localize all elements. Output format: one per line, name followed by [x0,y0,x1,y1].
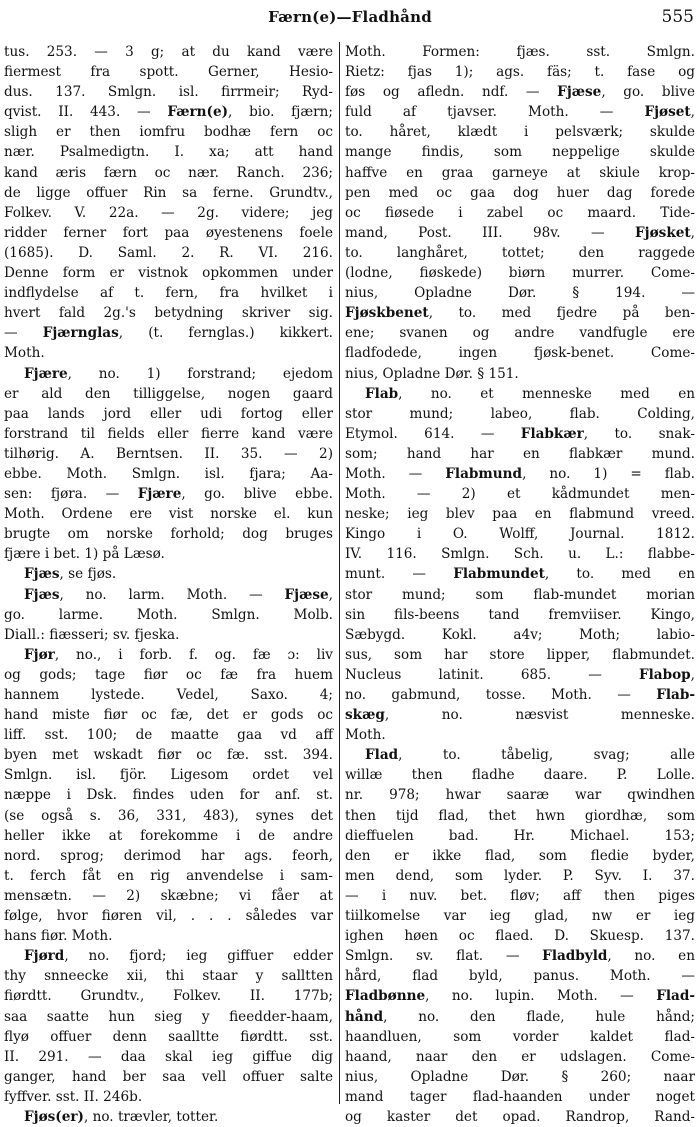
page-header [0,0,700,36]
text-line: Smlgn. isl. fjör. Ligesom ordet vel [4,767,333,784]
text-line: no. gabmund, tosse. Moth. — Flab- [345,687,695,703]
text-line: stor mund; labeo, flab. Colding, [345,405,695,422]
text-line: Sæbygd. Kokl. a4v; Moth; labio- [345,626,695,643]
text-line: er ald den tilliggelse, nogen gaard [4,385,333,402]
text-line: Kingo i O. Wolff, Journal. 1812. [345,526,695,543]
right-column [345,42,695,1125]
text-line: — Fjærnglas, (t. fernglas.) kikkert. [4,325,334,342]
text-line: men dend, som lyder. P. Syv. I. 37. [345,867,695,884]
text-line: Fjære, no. 1) forstrand; ejedom [24,365,333,382]
column-divider [339,42,340,1104]
text-line: mensætn. — 2) skæbne; vi fåer at [4,887,333,904]
text-line: ene; svanen og andre vandfugle ere [345,325,695,342]
text-line: II. 291. — daa skal ieg giffue dig [4,1048,333,1065]
page-number: 555 [661,7,694,27]
text-line: Fjøs(er), no. trævler, totter. [24,1108,219,1125]
text-line: Fjør, no., i forb. f. og. fæ ɔ: liv [24,646,333,663]
text-line: — i nuv. bet. fløv; aff then piges [345,887,695,904]
text-line: Fjæs, se fjøs. [24,566,117,583]
text-line: Fjøskbenet, to. med fjedre på ben- [345,305,695,322]
text-line: de ligge offuer Rin sa ferne. Grundtv., [4,184,333,201]
text-line: Flad, to. tåbelig, svag; alle [365,747,695,764]
text-line: go. larme. Moth. Smlgn. Molb. [4,606,333,623]
text-line: liff. sst. 100; de maatte gaa vd aff [4,727,333,744]
text-line: kand æris færn oc nær. Ranch. 236; [4,164,333,181]
text-line: den er ikke flad, som fledie byder, [345,847,695,864]
text-line: Moth. [4,345,45,362]
text-line: tilhørig. A. Berntsen. II. 35. — 2) [4,445,333,462]
text-line: dieffuelen bad. Hr. Michael. 153; [345,827,695,844]
text-line: Fjæs, no. larm. Moth. — Fjæse, [24,586,333,603]
text-line: saa saatte hun sieg y fieedder-haam, [4,1008,333,1025]
text-line: nær. Psalmedigtn. I. xa; att hand [4,144,333,161]
text-line: Nucleus latinit. 685. — Flabop, [345,666,695,683]
text-line: ridder ferner fort paa øyestenens foele [4,224,333,241]
text-line: (se også s. 36, 331, 483), synes det [4,807,333,824]
running-title: Færn(e)—Fladhånd [268,8,432,26]
text-line: fiermest fra spott. Gerner, Hesio- [4,64,333,81]
text-line: Moth. [345,727,386,744]
text-line: fiørdtt. Grundtv., Folkev. II. 177b; [4,988,333,1005]
text-line: ganger, hand ber saa vell offuer salte [4,1068,333,1085]
text-line: sen: fjøra. — Fjære, go. blive ebbe. [4,486,333,503]
text-line: nius, Opladne Dør. § 260; naar [345,1068,695,1085]
text-line: paa lands jord eller udi fortog eller [4,405,333,422]
text-line: t. ferch fåt en rig anvendelse i sam- [4,867,333,884]
text-line: brugte om norske forhold; dog bruges [4,526,333,543]
text-line: næppe i Dsk. findes uden for anf. st. [4,787,333,804]
text-line: indflydelse af t. fern, fra hvilket i [4,285,333,302]
text-line: hånd, no. den flade, hule hånd; [345,1008,695,1025]
text-line: Flab, no. et menneske med en [365,385,695,402]
text-line: Fjørd, no. fjord; ieg giffuer edder [24,948,333,965]
text-line: og kaster det opad. Randrop, Rand- [345,1108,695,1125]
text-line: haandluen, som vorder kaldet flad- [345,1028,695,1045]
text-line: Moth. — Flabmund, no. 1) = flab. [345,465,695,482]
text-line: nius, Opladne Dør. § 151. [345,365,519,382]
text-line: hand miste fiør oc fæ, det er gods oc [4,707,333,724]
text-line: to. langhåret, tottet; den raggede [345,244,695,261]
text-line: tiilkomelse var ieg glad, nw er ieg [345,908,695,925]
text-line: (1685). D. Saml. 2. R. VI. 216. [4,244,333,261]
text-line: oc fiøsede i zabel oc maard. Tide- [345,204,695,221]
text-line: følge, hvor fiøren vil, . . . således var [4,908,333,925]
text-line: hans fiør. Moth. [4,928,113,945]
text-line: nord. sprog; derimod har ags. feorh, [4,847,333,864]
text-line: IV. 116. Smlgn. Sch. u. L.: flabbe- [345,546,695,563]
text-line: nr. 978; hwar saaræ war qwindhen [345,787,695,804]
text-line: sin fils-beens tand fremviiser. Kingo, [345,606,695,623]
text-line: Moth. Formen: fjæs. sst. Smlgn. [345,44,695,60]
text-line: Rietz: fjas 1); ags. fäs; t. fase og [345,64,695,81]
text-line: Folkev. V. 22a. — 2g. videre; jeg [4,204,333,221]
text-line: Moth. Ordene ere vist norske el. kun [4,506,333,523]
text-line: Diall.: fiæsseri; sv. fjeska. [4,626,180,643]
text-line: willæ then fladhe daare. P. Lolle. [345,767,695,784]
text-line: skæg, no. næsvist menneske. [345,707,695,724]
text-line: hård, flad byld, panus. Moth. — [345,968,695,985]
text-line: fyffver. sst. II. 246b. [4,1088,143,1105]
left-column [4,42,334,1125]
text-line: hannem lystede. Vedel, Saxo. 4; [4,687,333,703]
text-line: Smlgn. sv. flat. — Fladbyld, no. en [345,948,695,965]
text-line: haand, naar den er udslagen. Come- [345,1048,695,1065]
text-line: byen met wskadt fiør oc fæ. sst. 394. [4,747,333,764]
text-line: og gods; tage fiør oc fæ fra huem [4,666,333,683]
text-line: then tijd flad, thet hwn giordhæ, som [345,807,695,824]
text-line: pen med oc gaa dog huer dag forede [345,184,695,201]
text-line: ighen høen oc flaed. D. Skuesp. 137. [345,928,695,945]
text-line: fladfodede, ingen fjøsk-benet. Come- [345,345,695,362]
text-line: Denne form er vistnok opkommen under [4,265,333,282]
text-line: (lodne, fiøskede) biørn murrer. Come- [345,265,695,282]
text-line: mange findis, som neppelige skulde [345,144,695,161]
text-line: Etymol. 614. — Flabkær, to. snak- [345,425,695,442]
text-line: stor mund; som flab-mundet morian [345,586,695,603]
text-line: fjære i bet. 1) på Læsø. [4,546,165,563]
text-line: mand, Post. III. 98v. — Fjøsket, [345,224,695,241]
text-line: flyø offuer denn saalltte fiørdtt. sst. [4,1028,333,1045]
text-line: sligh er then iomfru bodhæ fern oc [4,124,333,141]
text-line: qvist. II. 443. — Færn(e), bio. fjærn; [4,104,333,121]
text-line: hvert fald 2g.'s betydning skriver sig. [4,305,333,322]
text-line: fuld af tjavser. Moth. — Fjøset, [345,104,695,121]
text-line: ebbe. Moth. Smlgn. isl. fjara; Aa- [4,465,333,482]
text-line: dus. 137. Smlgn. isl. firrmeir; Ryd- [4,84,333,101]
text-line: to. håret, klædt i pelsværk; skulde [345,124,695,141]
text-line: forstrand til fields eller fierre kand være [4,425,333,442]
text-line: tus. 253. — 3 g; at du kand være [4,44,333,60]
text-line: thy snneecke xii, thi staar y salltten [4,968,333,985]
text-line: som; hand har en flabkær mund. [345,445,695,462]
text-line: mand tager flad-haanden under noget [345,1088,695,1105]
text-line: Moth. — 2) et kådmundet men- [345,486,695,503]
text-line: føs og afledn. ndf. — Fjæse, go. blive [345,84,695,101]
text-line: nius, Opladne Dør. § 194. — [345,285,695,302]
text-line: munt. — Flabmundet, to. med en [345,566,695,583]
text-line: neske; ieg blev paa en flabmund vreed. [345,506,695,523]
text-line: Fladbønne, no. lupin. Moth. — Flad- [345,988,695,1005]
text-line: heller ikke at forekomme i de andre [4,827,333,844]
text-line: sus, som har store lipper, flabmundet. [345,646,695,663]
text-line: haffve en graa garneye at skiule krop- [345,164,695,181]
